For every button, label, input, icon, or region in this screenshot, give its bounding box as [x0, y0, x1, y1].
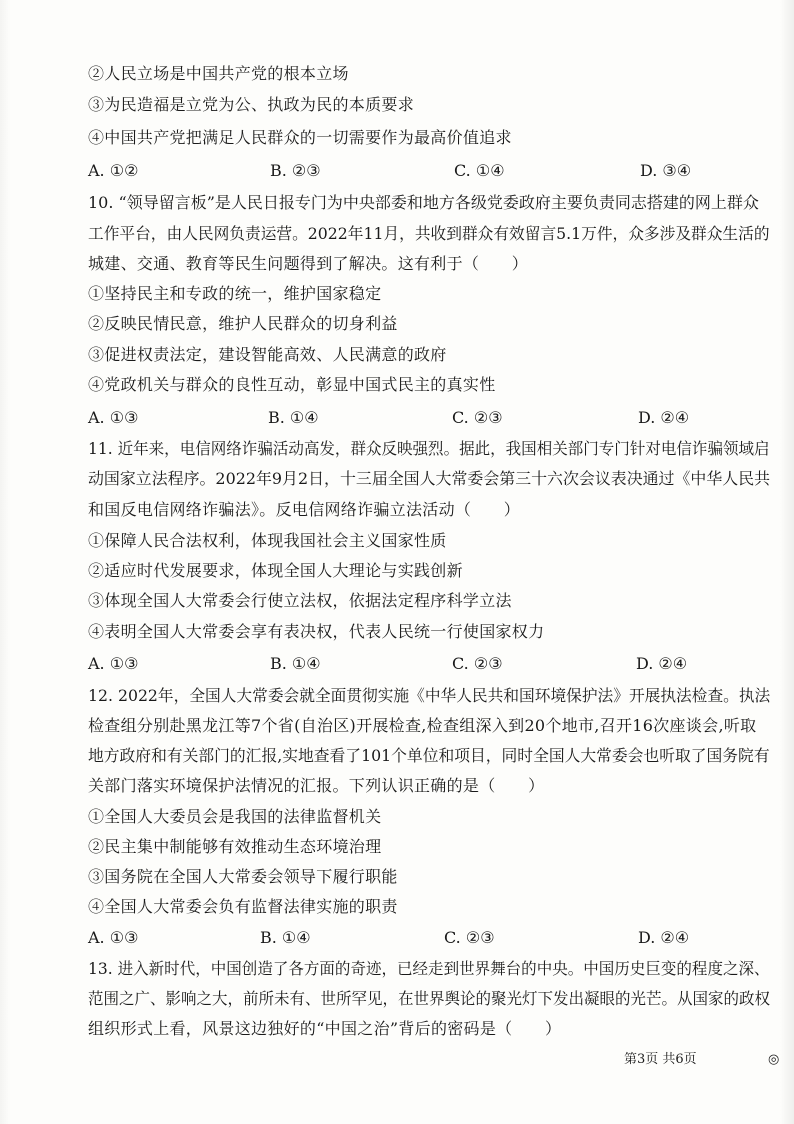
q11-option-d[interactable]: D. ②④ [636, 654, 688, 673]
q11-option-a[interactable]: A. ①③ [88, 654, 139, 673]
q11-item-2: ②适应时代发展要求，体现全国人大理论与实践创新 [88, 561, 463, 580]
q12-option-c[interactable]: C. ②③ [444, 928, 495, 947]
q11-stem-line-2: 动国家立法程序。2022年9月2日，十三届全国人大常委会第三十六次会议表决通过《中华人民共 [88, 469, 771, 488]
q9-option-d[interactable]: D. ③④ [640, 161, 692, 180]
q10-stem-line-3: 城建、交通、教育等民生问题得到了解决。这有利于（ ） [88, 254, 529, 273]
q12-item-4: ④全国人大常委会负有监督法律实施的职责 [88, 897, 398, 916]
q12-item-3: ③国务院在全国人大常委会领导下履行职能 [88, 867, 398, 886]
q9-item-2: ②人民立场是中国共产党的根本立场 [88, 64, 349, 83]
q10-item-2: ②反映民情民意，维护人民群众的切身利益 [88, 314, 398, 333]
scan-left-shadow [0, 0, 10, 1124]
q9-item-4: ④中国共产党把满足人民群众的一切需要作为最高价值追求 [88, 128, 512, 147]
q11-item-4: ④表明全国人大常委会享有表决权，代表人民统一行使国家权力 [88, 622, 545, 641]
q13-stem-line-3: 组织形式上看，风景这边独好的“中国之治”背后的密码是（ ） [88, 1019, 562, 1038]
page-number: 第3页 共6页 [624, 1052, 697, 1067]
q12-stem-line-3: 地方政府和有关部门的汇报,实地查看了101个单位和项目，同时全国人大常委会也听取了国务院有 [88, 746, 770, 765]
q10-option-c[interactable]: C. ②③ [452, 408, 503, 427]
q12-option-b[interactable]: B. ①④ [260, 928, 311, 947]
q11-stem-line-3: 和国反电信网络诈骗法》。反电信网络诈骗立法活动（ ） [88, 500, 521, 519]
q12-item-1: ①全国人大委员会是我国的法律监督机关 [88, 807, 382, 826]
q12-stem-line-4: 关部门落实环境保护法情况的汇报。下列认识正确的是（ ） [88, 776, 545, 795]
q13-stem-line-1: 13. 进入新时代，中国创造了各方面的奇迹，已经走到世界舞台的中央。中国历史巨变的程度之深、 [88, 959, 770, 978]
q10-option-d[interactable]: D. ②④ [638, 408, 690, 427]
corner-mark-icon: ◎ [768, 1052, 780, 1067]
q12-item-2: ②民主集中制能够有效推动生态环境治理 [88, 837, 382, 856]
q10-stem-line-1: 10. “领导留言板”是人民日报专门为中央部委和地方各级党委政府主要负责同志搭建的网上群众 [88, 193, 759, 212]
q10-item-1: ①坚持民主和专政的统一，维护国家稳定 [88, 284, 382, 303]
q10-option-a[interactable]: A. ①③ [88, 408, 139, 427]
q10-stem-line-2: 工作平台，由人民网负责运营。2022年11月，共收到群众有效留言5.1万件，众多涉及群众生活的 [88, 224, 770, 243]
q11-item-3: ③体现全国人大常委会行使立法权，依据法定程序科学立法 [88, 591, 512, 610]
q11-option-b[interactable]: B. ①④ [270, 654, 321, 673]
q12-stem-line-1: 12. 2022年，全国人大常委会就全面贯彻实施《中华人民共和国环境保护法》开展执法检查。执法 [88, 686, 771, 705]
q11-options [88, 654, 728, 674]
q11-item-1: ①保障人民合法权利，体现我国社会主义国家性质 [88, 531, 447, 550]
q12-option-a[interactable]: A. ①③ [88, 928, 139, 947]
q10-option-b[interactable]: B. ①④ [268, 408, 319, 427]
q12-stem-line-2: 检查组分别赴黑龙江等7个省(自治区)开展检查,检查组深入到20个地市,召开16次座谈会,听取 [88, 716, 757, 735]
q9-option-c[interactable]: C. ①④ [454, 161, 505, 180]
q9-option-a[interactable]: A. ①② [88, 161, 139, 180]
q11-stem-line-1: 11. 近年来，电信网络诈骗活动高发，群众反映强烈。据此，我国相关部门专门针对电信诈骗领域启 [88, 439, 770, 458]
q12-option-d[interactable]: D. ②④ [638, 928, 690, 947]
q9-option-b[interactable]: B. ②③ [270, 161, 321, 180]
q9-options [88, 161, 728, 181]
q10-item-4: ④党政机关与群众的良性互动，彰显中国式民主的真实性 [88, 375, 496, 394]
q10-item-3: ③促进权责法定，建设智能高效、人民满意的政府 [88, 345, 447, 364]
q10-options [88, 408, 728, 428]
scan-edge-shadow [780, 0, 794, 1124]
q13-stem-line-2: 范围之广、影响之大，前所未有、世所罕见，在世界舆论的聚光灯下发出凝眼的光芒。从国家的政权 [88, 989, 771, 1008]
q11-option-c[interactable]: C. ②③ [452, 654, 503, 673]
q9-item-3: ③为民造福是立党为公、执政为民的本质要求 [88, 95, 415, 114]
q12-options [88, 928, 728, 948]
